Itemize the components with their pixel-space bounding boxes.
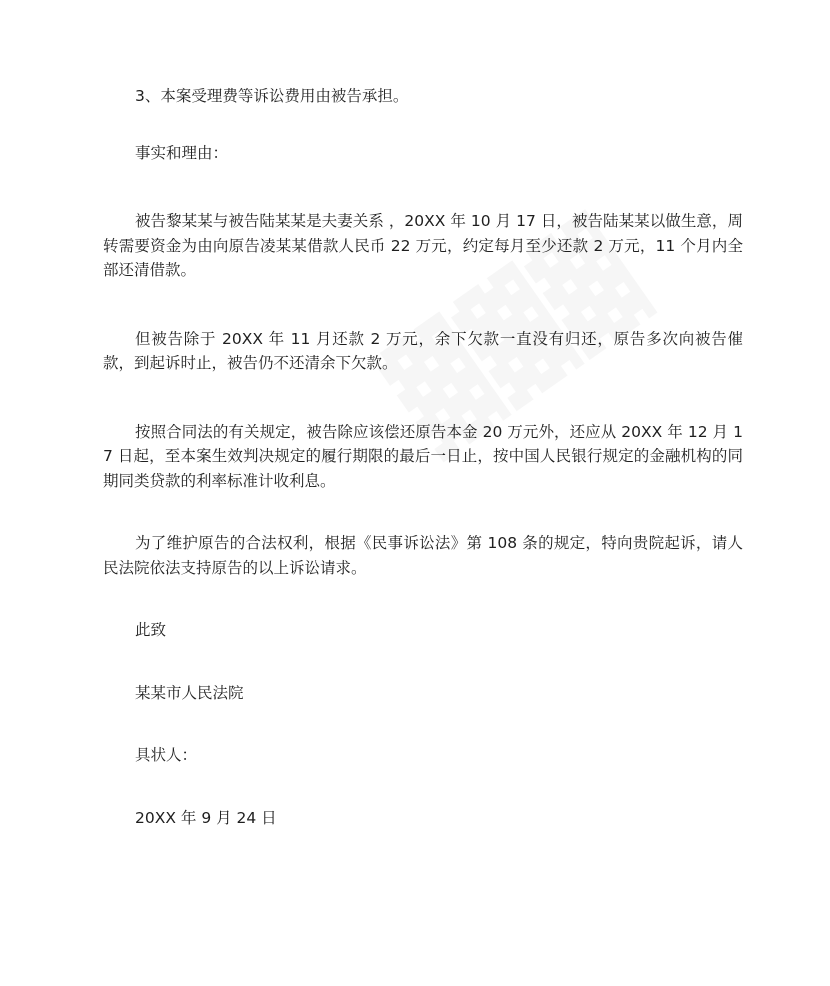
court-name: 某某市人民法院: [135, 683, 244, 702]
facts-paragraph-1: 被告黎某某与被告陆某某是夫妻关系 ，20XX 年 10 月 17 日，被告陆某某以做生意，周转需要资金为由向原告凌某某借款人民币 22 万元，约定每月至少还款 2 万元，11 个月内全部还清借款。: [103, 212, 743, 279]
claim-item-3: 3、本案受理费等诉讼费用由被告承担。: [135, 87, 409, 105]
document-date: 20XX 年 9 月 24 日: [135, 808, 277, 827]
closing-salutation: 此致: [135, 621, 167, 639]
facts-heading: 事实和理由：: [135, 143, 229, 162]
facts-paragraph-4: 为了维护原告的合法权利，根据《民事诉讼法》第 108 条的规定，特向贵院起诉，请人民法院依法支持原告的以上诉讼请求。: [103, 534, 743, 577]
document-body: [103, 84, 743, 830]
facts-paragraph-3: 按照合同法的有关规定，被告除应该偿还原告本金 20 万元外，还应从 20XX 年 12 月 17 日起，至本案生效判决规定的履行期限的最后一日止，按中国人民银行规定的金融机构的同期同类贷款的利率标准计收利息。: [103, 422, 743, 490]
facts-paragraph-2: 但被告除于 20XX 年 11 月还款 2 万元，余下欠款一直没有归还，原告多次向被告催款，到起诉时止，被告仍不还清余下欠款。: [103, 329, 743, 372]
plaintiff-signature-label: 具状人：: [135, 746, 198, 764]
